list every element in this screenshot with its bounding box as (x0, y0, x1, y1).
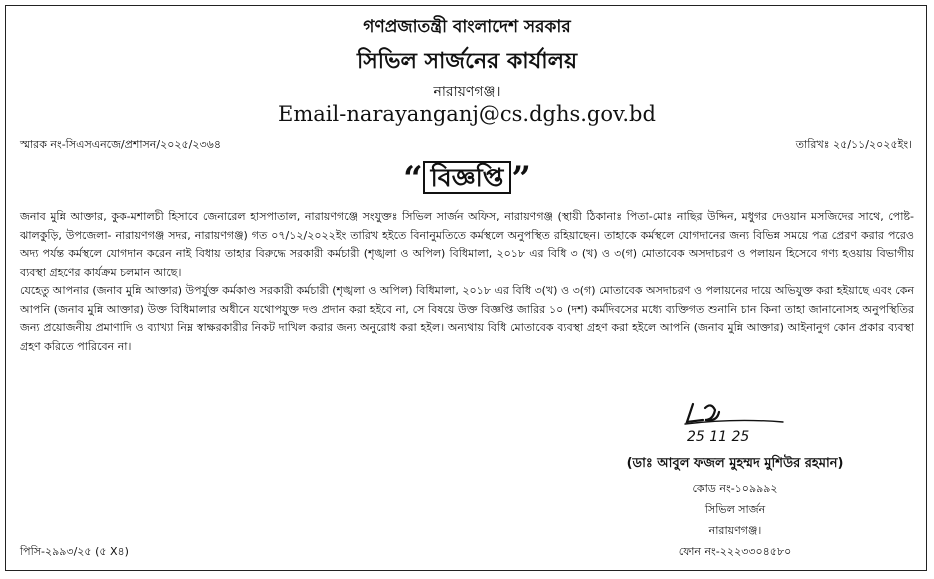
memo-number: স্মারক নং-সিএসএনজে/প্রশাসন/২০২৫/২৩৬৪ (20, 138, 221, 151)
title-close-quote: ” (511, 159, 531, 199)
signatory-name: (ডাঃ আবুল ফজল মুহম্মদ মুশিউর রহমান) (626, 456, 844, 471)
signatory-place: নারায়ণগঞ্জ। (708, 524, 762, 537)
body-paragraph-1: জনাব মুন্নি আক্তার, কুক-মশালচী হিসাবে জেনারেল হাসপাতাল, নারায়ণগঞ্জে সংযুক্তঃ সিভিল সার্জন অফিস, নারায়ণগঞ্জ (স্থায়ী ঠিকানাঃ পিতা-মোঃ নাছির উদ্দিন, মধুগর দেওয়ান মসজিদের সাথে, পোষ্ট- ঝালকুড়ি, উপজেলা- নারায়ণগঞ্জ সদর, নারায়ণগঞ্জ) গত ০৭/১২/২০২২ইং তারিখ হইতে বিনানুমতিতে কর্মস্থলে অনুপস্থিত রহিয়াছেন। তাহাকে কর্মস্থলে যোগদানের জন্য বিভিন্ন সময়ে পত্র প্রেরণ করার পরেও অদ্য পর্যন্ত কর্মস্থলে যোগদান করেন নাই বিধায় তাহার বিরুদ্ধে সরকারী কর্মচারী (শৃঙ্খলা ও অপিল) বিধিমালা, ২০১৮ এর বিধি ৩ (খ) ও ৩(গ) মোতাবেক অসদাচরণ ও পলায়ন হিসেবে গণ্য হওয়ায় বিভাগীয় ব্যবস্থা গ্রহণের কার্যক্রম চলমান আছে। (20, 210, 914, 279)
notice-date: তারিখঃ ২৫/১১/২০২৫ইং। (795, 138, 912, 151)
title-open-quote: “ (403, 159, 423, 199)
notice-title (0, 158, 934, 201)
district-name: নারায়ণগঞ্জ। (433, 84, 501, 100)
svg-text:25 11 25: 25 11 25 (687, 429, 750, 444)
signatory-phone: ফোন নং-২২২৩৩০৪৫৮০ (678, 545, 792, 558)
office-email: Email-narayanganj@cs.dghs.gov.bd (278, 102, 656, 126)
office-name: সিভিল সার্জনের কার্যালয় (356, 49, 578, 74)
signatory-designation: সিভিল সার্জন (704, 503, 766, 516)
signatory-code: কোড নং-১০৯৯৯২ (692, 482, 778, 495)
government-name: গণপ্রজাতন্ত্রী বাংলাদেশ সরকার (363, 17, 571, 37)
print-reference: পিসি-২৯৯৩/২৫ (৫ X৪) (20, 545, 129, 558)
notice-body (20, 208, 914, 356)
title-text: বিজ্ঞপ্তি (423, 161, 512, 194)
handwritten-signature (675, 398, 795, 444)
body-paragraph-2: যেহেতু আপনার (জনাব মুন্নি আক্তার) উপর্যুক্ত কর্মকাণ্ড সরকারী কর্মচারী (শৃঙ্খলা ও অপিল) বিধিমালা, ২০১৮ এর বিধি ৩(খ) ও ৩(গ) মোতাবেক অসদাচরণ ও পলায়নের দায়ে অভিযুক্ত করা হইয়াছে এবং কেন আপনি (জনাব মুন্নি আক্তার) উক্ত বিধিমালার অধীনে যথোপযুক্ত দণ্ড প্রদান করা হইবে না, সে বিষয়ে উক্ত বিজ্ঞপ্তি জারির ১০ (দশ) কর্মদিবসের মধ্যে ব্যক্তিগত শুনানি চান কিনা তাহা জানানোসহ অনুপস্থিতির জন্য প্রয়োজনীয় প্রমাণাদি ও ব্যাখ্যা নিম্ন স্বাক্ষরকারীর নিকট দাখিল করার জন্য অনুরোধ করা হইল। অন্যথায় বিধি মোতাবেক ব্যবস্থা গ্রহণ করা হইলে আপনি (জনাব মুন্নি আক্তার) আইনানুগ কোন প্রকার ব্যবস্থা গ্রহণ করিতে পারিবেন না। (20, 284, 914, 353)
